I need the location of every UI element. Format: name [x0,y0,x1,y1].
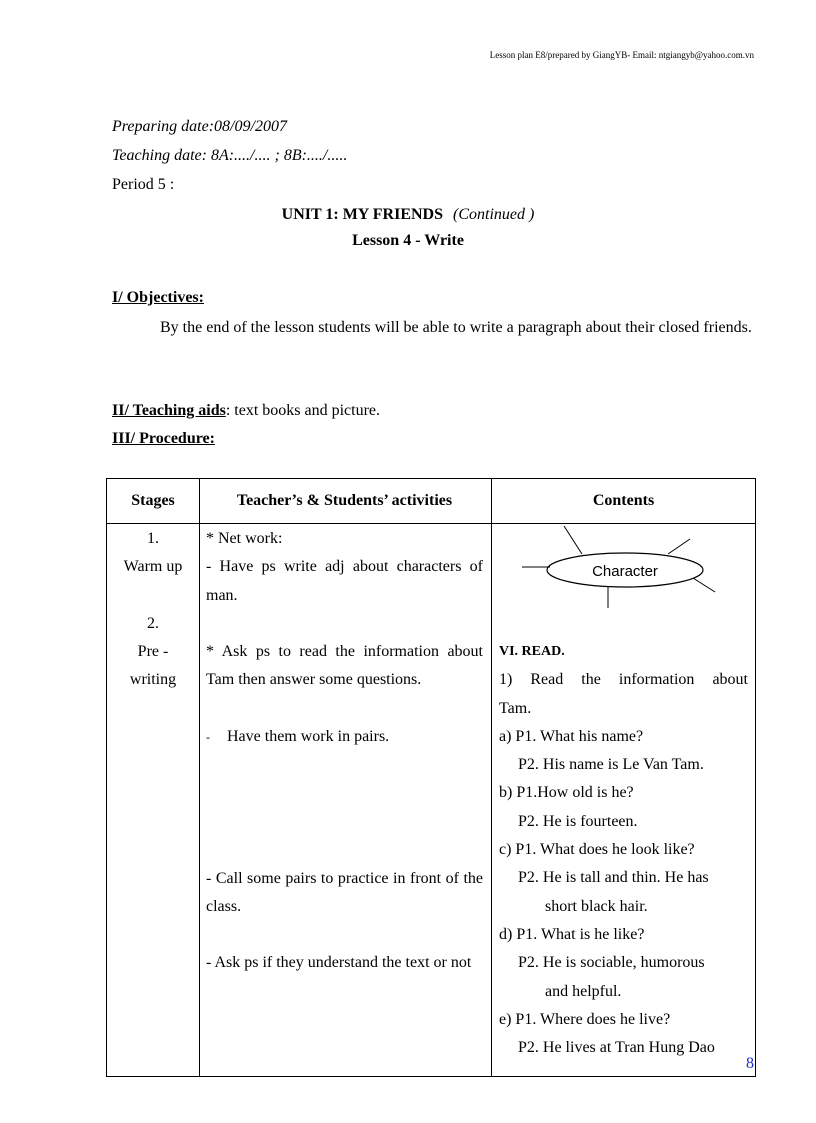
activity-network: * Net work: [206,530,283,547]
read-instruction-line1: 1) Read the information about [499,671,748,689]
procedure-heading: III/ Procedure: [112,430,215,447]
stage2-name2: writing [129,671,177,689]
table-header-row [107,479,756,524]
qa-line: short black hair. [545,897,648,915]
activity-pairs [206,723,483,751]
activities-cell [200,524,492,1077]
stage2-num: 2. [147,614,159,632]
qa-line: a) P1. What his name? [499,727,644,745]
read-instruction-line2: Tam. [499,699,532,717]
lesson-title: Lesson 4 - Write [352,232,464,249]
header-activities: Teacher’s & Students’ activities [200,479,492,524]
qa-line: P2. He is tall and thin. He has [518,869,709,887]
network-spoke [564,526,582,554]
stage1-name: Warm up [123,558,183,576]
qa-line: P2. His name is Le Van Tam. [518,756,704,774]
network-spoke [693,578,715,592]
bullet-dash: - [206,730,210,745]
table-row [107,524,756,1077]
qa-line: P2. He is sociable, humorous [518,954,705,972]
page-header: Lesson plan E8/prepared by GiangYB- Email: ntgiangyb@yahoo.com.vn [489,50,754,60]
objectives-text: By the end of the lesson students will be able to write a paragraph about their closed friends. [160,319,752,336]
page-number: 8 [746,1055,754,1072]
stage1-num: 1. [147,530,159,547]
teaching-aids [112,402,380,420]
objectives-heading: I/ Objectives: [112,289,204,306]
procedure-table [106,478,756,1077]
header-stages: Stages [107,479,200,524]
activity-call-pairs: - Call some pairs to practice in front of the class. [206,869,483,915]
unit-note: (Continued ) [453,206,535,223]
network-spoke [668,539,690,554]
unit-title: UNIT 1: MY FRIENDS [281,206,443,223]
stage2-name1: Pre - [137,643,169,661]
qa-line: b) P1.How old is he? [499,784,634,802]
network-diagram [499,524,748,638]
qa-line: and helpful. [545,982,622,1000]
unit-heading [0,206,816,224]
stages-cell [107,524,200,1077]
preparing-date: Preparing date:08/09/2007 [112,118,287,135]
teaching-aids-heading: II/ Teaching aids [112,402,226,419]
qa-line: P2. He is fourteen. [518,812,638,830]
activity-ask-understand: - Ask ps if they understand the text or not [206,954,472,972]
qa-line: e) P1. Where does he live? [499,1010,671,1028]
contents-cell [492,524,756,1077]
network-svg [494,524,744,632]
network-center-label: Character [592,563,658,580]
qa-line: d) P1. What is he like? [499,925,645,943]
qa-line: P2. He lives at Tran Hung Dao [518,1039,715,1057]
qa-line: c) P1. What does he look like? [499,841,695,859]
header-contents: Contents [492,479,756,524]
activity-read-info: * Ask ps to read the information about Tam then answer some questions. [206,643,483,689]
activity-pairs-text: Have them work in pairs. [227,728,390,746]
period: Period 5 : [112,176,175,193]
read-heading: VI. READ. [499,644,565,659]
teaching-aids-text: : text books and picture. [225,402,381,419]
teaching-date: Teaching date: 8A:..../.... ; 8B:..../..... [112,147,348,164]
activity-write-adj: - Have ps write adj about characters of man. [206,558,483,604]
